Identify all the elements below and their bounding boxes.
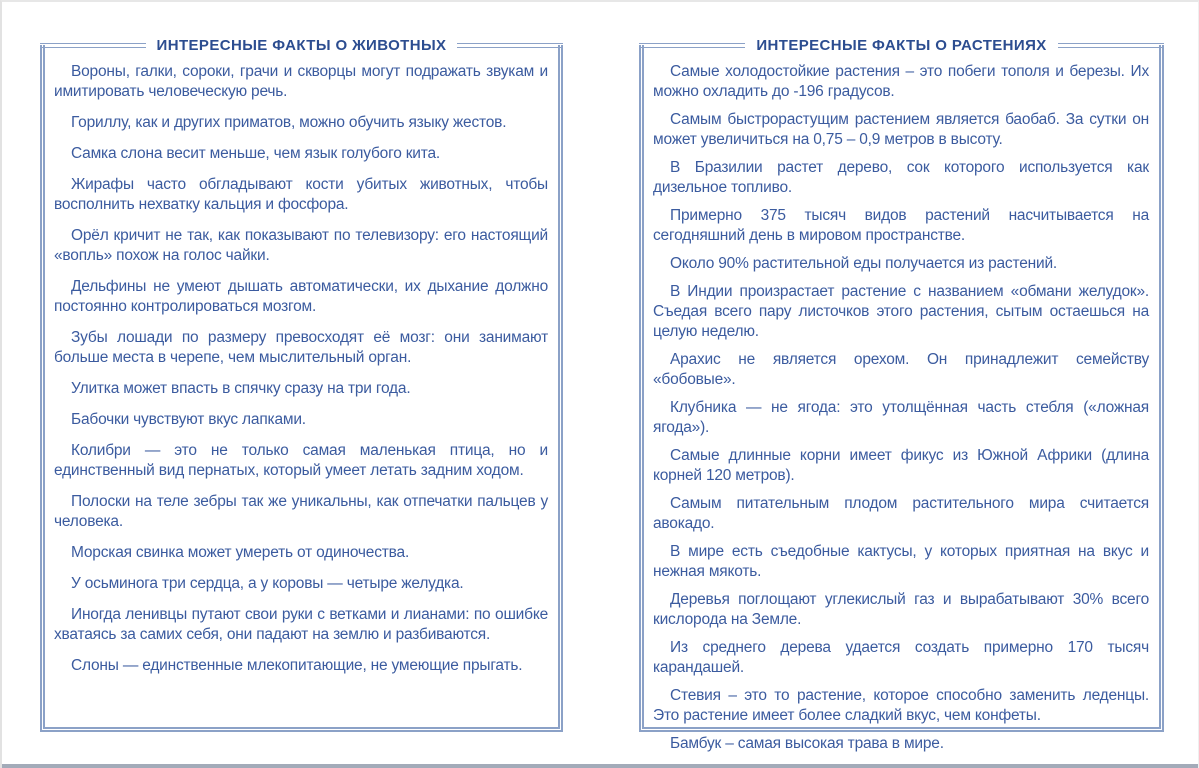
fact-paragraph: Дельфины не умеют дышать автоматически, их дыхание должно постоянно контролироваться мозгом. xyxy=(54,278,548,315)
fact-paragraph: Бамбук – самая высокая трава в мире. xyxy=(670,735,944,752)
fact-paragraph: Самые длинные корни имеет фикус из Южной Африки (длина корней 120 метров). xyxy=(653,447,1149,484)
plants-panel-title: ИНТЕРЕСНЫЕ ФАКТЫ О РАСТЕНИЯХ xyxy=(756,36,1047,54)
fact-paragraph: Самые холодостойкие растения – это побеги тополя и березы. Их можно охладить до -196 градусов. xyxy=(653,63,1149,100)
fact-paragraph: Орёл кричит не так, как показывают по телевизору: его настоящий «вопль» похож на голос чайки. xyxy=(54,227,548,264)
fact-paragraph: Гориллу, как и других приматов, можно обучить языку жестов. xyxy=(71,114,507,131)
animals-facts-panel xyxy=(40,36,563,732)
fact-paragraph: У осьминога три сердца, а у коровы — четыре желудка. xyxy=(71,575,464,592)
plants-facts-list xyxy=(644,45,1159,752)
fact-paragraph: Деревья поглощают углекислый газ и вырабатывают 30% всего кислорода на Земле. xyxy=(653,591,1149,628)
fact-paragraph: Зубы лошади по размеру превосходят её мозг: они занимают больше места в черепе, чем мыслительный орган. xyxy=(54,329,548,366)
fact-paragraph: В Бразилии растет дерево, сок которого используется как дизельное топливо. xyxy=(653,159,1149,196)
fact-paragraph: Полоски на теле зебры так же уникальны, как отпечатки пальцев у человека. xyxy=(54,493,548,530)
fact-paragraph: Вороны, галки, сороки, грачи и скворцы могут подражать звукам и имитировать человеческую речь. xyxy=(54,63,548,100)
animals-panel-title: ИНТЕРЕСНЫЕ ФАКТЫ О ЖИВОТНЫХ xyxy=(156,36,447,54)
fact-paragraph: Арахис не является орехом. Он принадлежит семейству «бобовые». xyxy=(653,351,1149,388)
animals-facts-list xyxy=(45,45,558,727)
fact-paragraph: Самым питательным плодом растительного мира считается авокадо. xyxy=(653,495,1149,532)
fact-paragraph: Жирафы часто обгладывают кости убитых животных, чтобы восполнить нехватку кальция и фосфора. xyxy=(54,176,548,213)
fact-paragraph: Бабочки чувствуют вкус лапками. xyxy=(71,411,306,428)
fact-paragraph: Самка слона весит меньше, чем язык голубого кита. xyxy=(71,145,441,162)
fact-paragraph: В мире есть съедобные кактусы, у которых приятная на вкус и нежная мякоть. xyxy=(653,543,1149,580)
fact-paragraph: Примерно 375 тысяч видов растений насчитывается на сегодняшний день в мировом пространстве. xyxy=(653,207,1149,244)
fact-paragraph: Самым быстрорастущим растением является баобаб. За сутки он может увеличиться на 0,75 – 0,9 метров в высоту. xyxy=(653,111,1149,148)
page-bottom-edge-line xyxy=(2,764,1198,768)
fact-paragraph: Морская свинка может умереть от одиночества. xyxy=(71,544,410,561)
fact-paragraph: Иногда ленивцы путают свои руки с ветками и лианами: по ошибке хватаясь за самих себя, они падают на землю и разбиваются. xyxy=(54,606,548,643)
plants-facts-panel xyxy=(639,36,1164,752)
fact-paragraph: Около 90% растительной еды получается из растений. xyxy=(670,255,1058,272)
fact-paragraph: Улитка может впасть в спячку сразу на три года. xyxy=(71,380,411,397)
fact-paragraph: Из среднего дерева удается создать примерно 170 тысяч карандашей. xyxy=(653,639,1149,676)
fact-paragraph: Слоны — единственные млекопитающие, не умеющие прыгать. xyxy=(71,657,523,674)
fact-paragraph: Колибри — это не только самая маленькая птица, но и единственный вид пернатых, который умеет летать задним ходом. xyxy=(54,442,548,479)
fact-paragraph: Стевия – это то растение, которое способно заменить леденцы. Это растение имеет более сладкий вкус, чем конфеты. xyxy=(653,687,1149,724)
fact-paragraph: В Индии произрастает растение с названием «обмани желудок». Съедая всего пару листочков этого растения, сытым остаешься на целую неделю. xyxy=(653,283,1149,340)
fact-paragraph: Клубника — не ягода: это утолщённая часть стебля («ложная ягода»). xyxy=(653,399,1149,436)
